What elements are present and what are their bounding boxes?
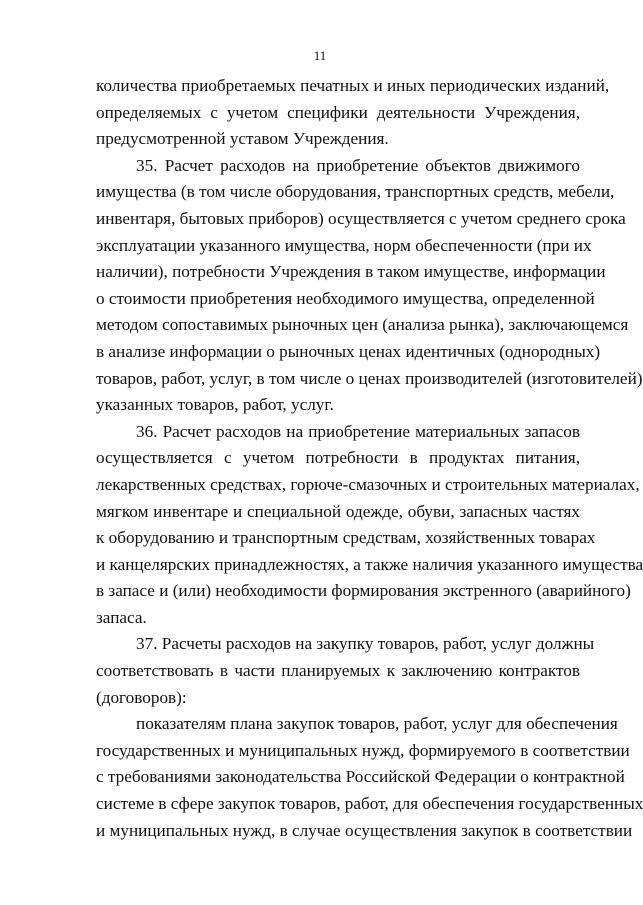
- document-body: [96, 73, 643, 844]
- text-line: товаров, работ, услуг, в том числе о ценах производителей (изготовителей): [96, 368, 643, 388]
- text-line: наличии), потребности Учреждения в таком имуществе, информации: [96, 262, 606, 282]
- text-line: (договоров):: [96, 687, 187, 707]
- text-line: к оборудованию и транспортным средствам, хозяйственных товарах: [96, 528, 596, 548]
- text-line: государственных и муниципальных нужд, формируемого в соответствии: [96, 740, 630, 760]
- text-line: эксплуатации указанного имущества, норм обеспеченности (при их: [96, 235, 592, 255]
- text-line: в запасе и (или) необходимости формирования экстренного (аварийного): [96, 581, 631, 601]
- text-line: методом сопоставимых рыночных цен (анализа рынка), заключающемся: [96, 315, 629, 335]
- text-line: инвентаря, бытовых приборов) осуществляется с учетом среднего срока: [96, 208, 626, 228]
- text-line: соответствовать в части планируемых к заключению контрактов: [96, 661, 580, 681]
- text-line: с требованиями законодательства Российской Федерации о контрактной: [96, 767, 625, 787]
- text-line: количества приобретаемых печатных и иных периодических изданий,: [96, 76, 610, 95]
- text-line: предусмотренной уставом Учреждения.: [96, 129, 389, 149]
- text-line: показателям плана закупок товаров, работ, услуг для обеспечения: [136, 714, 618, 734]
- text-line: и канцелярских принадлежностях, а также наличия указанного имущества: [96, 554, 643, 574]
- text-line: мягком инвентаре и специальной одежде, обуви, запасных частях: [96, 501, 580, 521]
- text-line: в анализе информации о рыночных ценах идентичных (однородных): [96, 341, 601, 361]
- text-line: 36. Расчет расходов на приобретение материальных запасов: [136, 421, 580, 441]
- text-line: лекарственных средствах, горюче-смазочных и строительных материалах,: [96, 474, 640, 494]
- page-number: 11: [313, 48, 327, 63]
- text-line: осуществляется с учетом потребности в продуктах питания,: [96, 448, 580, 468]
- text-line: о стоимости приобретения необходимого имущества, определенной: [96, 288, 595, 308]
- text-line: имущества (в том числе оборудования, транспортных средств, мебели,: [96, 182, 615, 202]
- text-line: определяемых с учетом специфики деятельности Учреждения,: [96, 102, 580, 122]
- text-line: системе в сфере закупок товаров, работ, для обеспечения государственных: [96, 794, 643, 814]
- text-line: указанных товаров, работ, услуг.: [96, 395, 334, 415]
- text-line: и муниципальных нужд, в случае осуществления закупок в соответствии: [96, 820, 633, 840]
- text-line: 35. Расчет расходов на приобретение объектов движимого: [136, 155, 580, 175]
- text-line: запаса.: [96, 607, 147, 627]
- text-line: 37. Расчеты расходов на закупку товаров, работ, услуг должны: [136, 634, 595, 654]
